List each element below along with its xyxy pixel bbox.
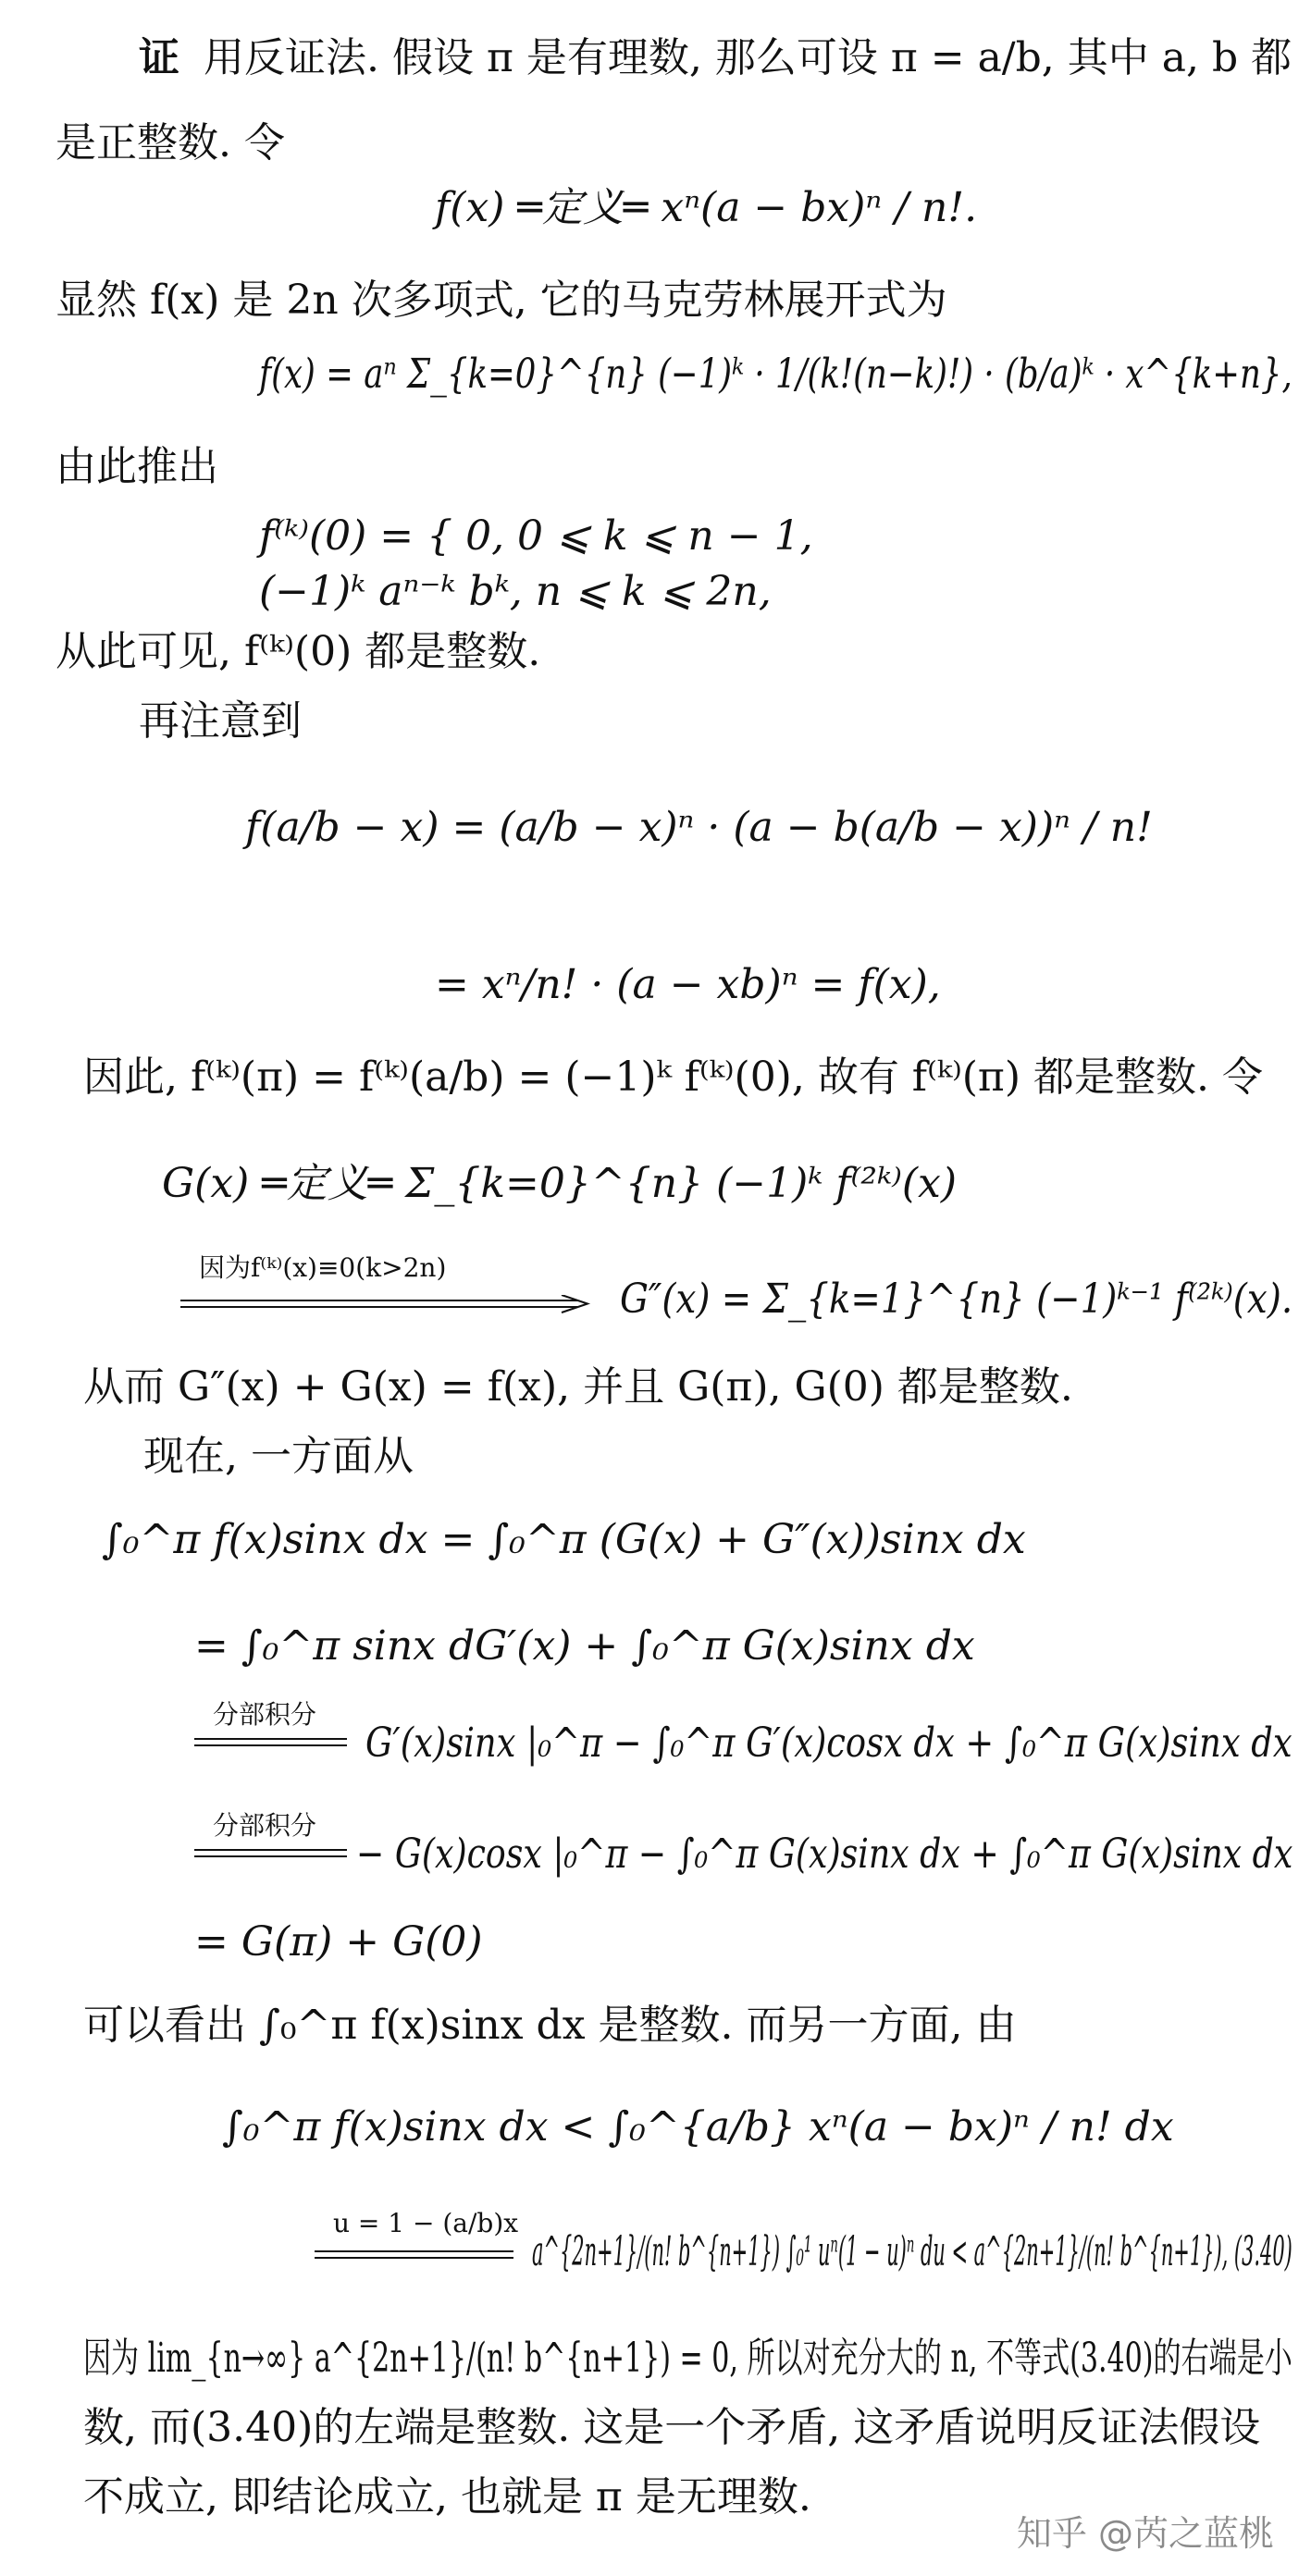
symmetry-eq-2: = xⁿ/n! · (a − xb)ⁿ = f(x), bbox=[435, 961, 941, 1008]
watermark: 知乎 @芮之蓝桃 bbox=[1016, 2513, 1274, 2554]
substitution-label: u = 1 − (a/b)x bbox=[333, 2208, 519, 2238]
integration-by-parts-label-2: 分部积分 bbox=[213, 1810, 317, 1841]
G2-arrow bbox=[180, 1295, 592, 1313]
integral-line-2: = ∫₀^π sinx dG′(x) + ∫₀^π G(x)sinx dx bbox=[194, 1622, 975, 1670]
integral-result: = G(π) + G(0) bbox=[194, 1918, 483, 1966]
double-line-1 bbox=[194, 1735, 352, 1750]
G-text: 从而 G″(x) + G(x) = f(x), 并且 G(π), G(0) 都是整数. bbox=[83, 1363, 1073, 1411]
maclaurin-expansion: f(x) = aⁿ Σ_{k=0}^{n} (−1)ᵏ · 1/(k!(n−k)!) · (b/a)ᵏ · x^{k+n}, bbox=[259, 351, 1292, 398]
double-line-2 bbox=[194, 1846, 352, 1861]
G2-condition: 因为f⁽ᵏ⁾(x)≡0(k>2n) bbox=[199, 1252, 447, 1283]
integration-by-parts-label-1: 分部积分 bbox=[213, 1699, 317, 1730]
integral-line-3: G′(x)sinx |₀^π − ∫₀^π G′(x)cosx dx + ∫₀^π G(x)sinx dx bbox=[365, 1719, 1292, 1767]
integral-line-1: ∫₀^π f(x)sinx dx = ∫₀^π (G(x) + G″(x))sinx dx bbox=[102, 1516, 1026, 1563]
definition-f: f(x) ═定义═ xⁿ(a − bx)ⁿ / n!. bbox=[435, 184, 978, 231]
symmetry-eq-1: f(a/b − x) = (a/b − x)ⁿ · (a − b(a/b − x))ⁿ / n! bbox=[245, 804, 1153, 851]
now-text: 现在, 一方面从 bbox=[143, 1433, 414, 1480]
inequality-line-1: ∫₀^π f(x)sinx dx < ∫₀^{a/b} xⁿ(a − bx)ⁿ / n! dx bbox=[222, 2103, 1174, 2151]
derivative-case-2: (−1)ᵏ aⁿ⁻ᵏ bᵏ, n ⩽ k ⩽ 2n, bbox=[259, 568, 772, 615]
conclusion-line-3: 不成立, 即结论成立, 也就是 π 是无理数. bbox=[83, 2473, 811, 2521]
intro-text-2: 是正整数. 令 bbox=[56, 119, 285, 166]
conclusion-line-2: 数, 而(3.40)的左端是整数. 这是一个矛盾, 这矛盾说明反证法假设 bbox=[83, 2404, 1261, 2451]
note-text: 再注意到 bbox=[139, 697, 302, 745]
proof-label: 证 bbox=[139, 34, 179, 81]
conclusion-line-1: 因为 lim_{n→∞} a^{2n+1}/(n! b^{n+1}) = 0, 所以对充分大的 n, 不等式(3.40)的右端是小 bbox=[83, 2335, 1292, 2382]
derivative-case-1: f⁽ᵏ⁾(0) = { 0, 0 ⩽ k ⩽ n − 1, bbox=[259, 512, 813, 560]
see-text: 可以看出 ∫₀^π f(x)sinx dx 是整数. 而另一方面, 由 bbox=[83, 2002, 1017, 2049]
double-line-3 bbox=[315, 2248, 518, 2262]
definition-G: G(x) ═定义═ Σ_{k=0}^{n} (−1)ᵏ f⁽²ᵏ⁾(x) bbox=[162, 1160, 958, 1207]
thus-text: 因此, f⁽ᵏ⁾(π) = f⁽ᵏ⁾(a/b) = (−1)ᵏ f⁽ᵏ⁾(0), 故有 f⁽ᵏ⁾(π) 都是整数. 令 bbox=[83, 1054, 1263, 1101]
polynomial-text: 显然 f(x) 是 2n 次多项式, 它的马克劳林展开式为 bbox=[56, 277, 947, 324]
integral-line-4: − G(x)cosx |₀^π − ∫₀^π G(x)sinx dx + ∫₀^π G(x)sinx dx bbox=[356, 1830, 1293, 1878]
intro-text: 用反证法. 假设 π 是有理数, 那么可设 π = a/b, 其中 a, b 都 bbox=[204, 34, 1292, 81]
inequality-line-2: a^{2n+1}/(n! b^{n+1}) ∫₀¹ uⁿ(1 − u)ⁿ du < a^{2n+1}/(n! b^{n+1}), (3.40) bbox=[532, 2228, 1292, 2275]
derive-text: 由此推出 bbox=[56, 443, 218, 490]
G-second-derivative: G″(x) = Σ_{k=1}^{n} (−1)ᵏ⁻¹ f⁽²ᵏ⁾(x). bbox=[620, 1276, 1293, 1323]
integer-text: 从此可见, f⁽ᵏ⁾(0) 都是整数. bbox=[56, 628, 541, 675]
